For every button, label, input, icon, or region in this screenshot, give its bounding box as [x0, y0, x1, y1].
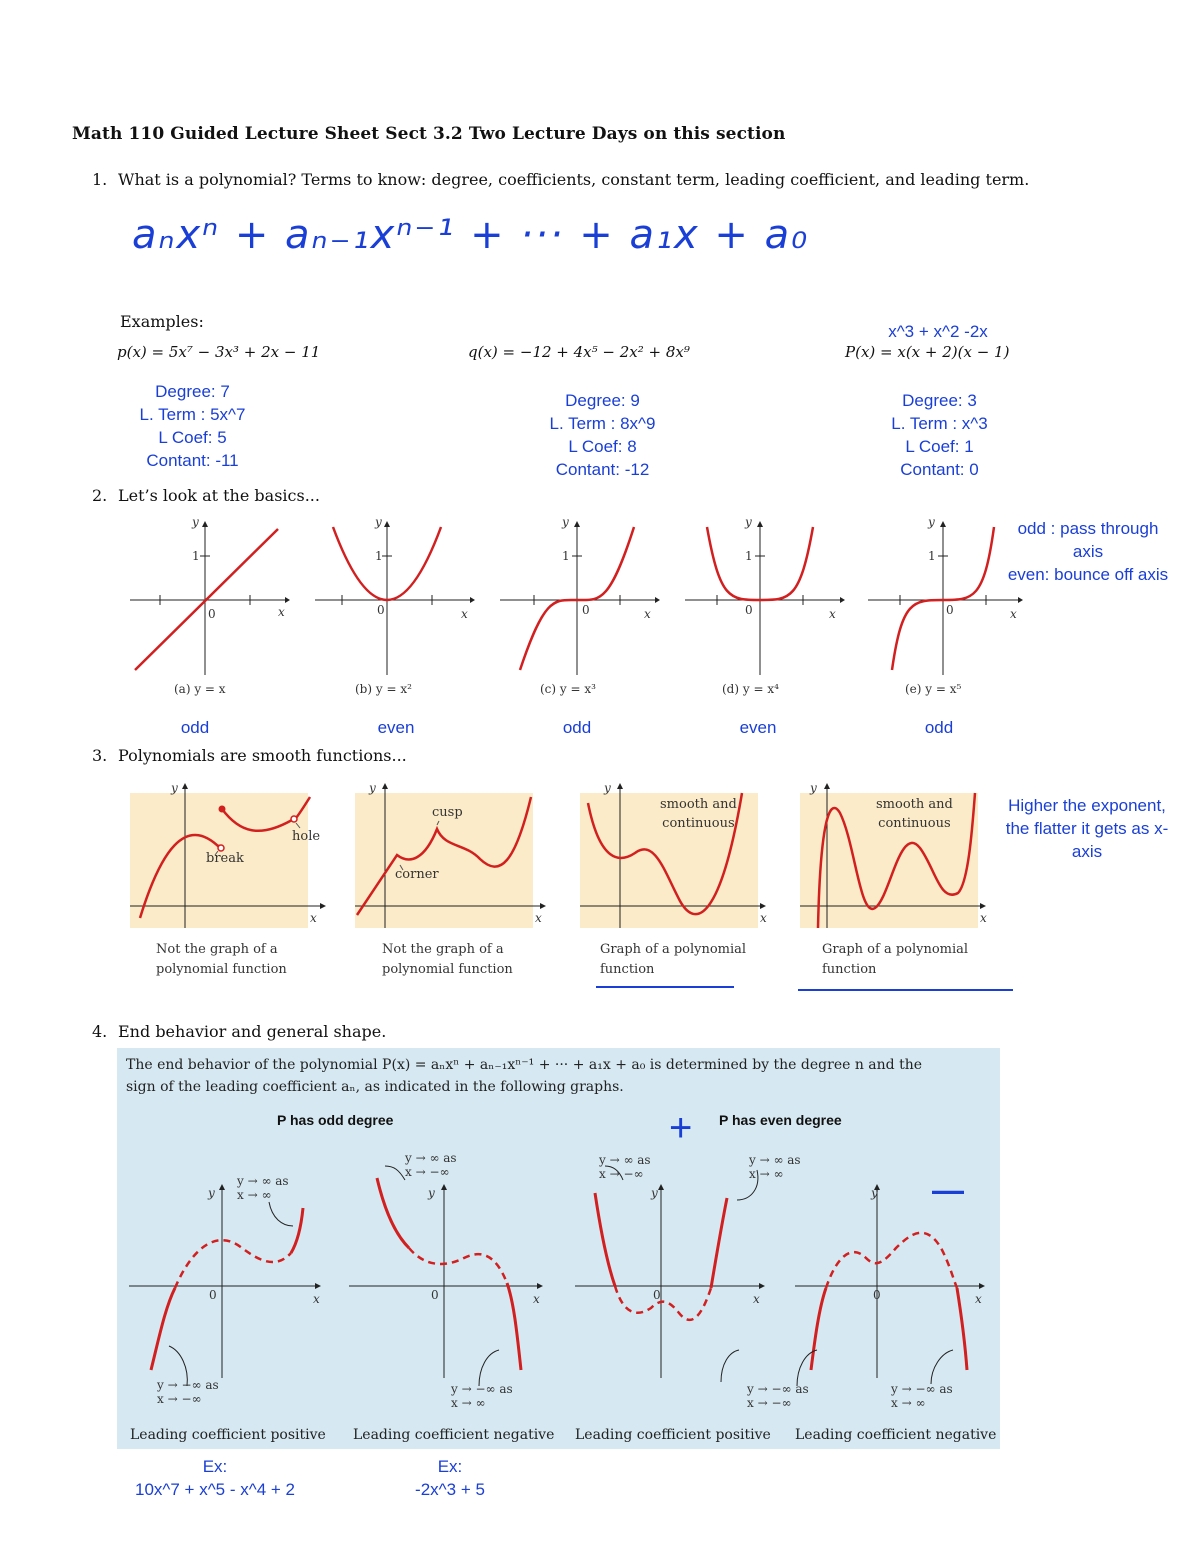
- smooth-label-line-2: continuous: [878, 816, 951, 831]
- question-2: [92, 486, 320, 505]
- graph-y-equals-x-cubed: [500, 515, 660, 675]
- axis-x-label: x: [975, 1292, 982, 1306]
- end-note-line: x → −∞: [599, 1167, 644, 1181]
- end-note-line: y → ∞ as: [599, 1153, 651, 1167]
- end-behavior-box: [117, 1048, 1000, 1449]
- example-label: Ex:: [437, 1457, 463, 1476]
- origin-label: 0: [209, 1288, 217, 1302]
- underline-mark: [798, 989, 1013, 991]
- handwritten-general-form: aₙxⁿ + aₙ₋₁xⁿ⁻¹ + ··· + a₁x + a₀: [132, 212, 810, 258]
- axis-y-label: y: [562, 515, 569, 529]
- end-note-line: x → ∞: [451, 1396, 486, 1410]
- caption-line-2: function: [600, 962, 655, 977]
- even-note: even: bounce off axis: [1007, 565, 1169, 584]
- odd-degree-heading: P has odd degree: [277, 1112, 394, 1128]
- smooth-label-line-1: smooth and: [660, 797, 737, 812]
- constant-note: Contant: -11: [146, 451, 239, 470]
- origin-label: 0: [745, 603, 753, 617]
- graph-svg: [315, 515, 475, 675]
- origin-label: 0: [946, 603, 954, 617]
- leading-coef-note: L Coef: 1: [905, 437, 974, 456]
- leading-term-note: L. Term : 5x^7: [139, 405, 246, 424]
- side-note-parity: [1003, 517, 1173, 586]
- graph-svg: [685, 515, 845, 675]
- end-note-line: y → −∞ as: [747, 1382, 809, 1396]
- question-text: Polynomials are smooth functions...: [118, 746, 407, 765]
- question-3: [92, 746, 407, 765]
- parity-note: even: [377, 718, 415, 737]
- axis-x-label: x: [753, 1292, 760, 1306]
- origin-label: 0: [653, 1288, 661, 1302]
- graph-caption: (e) y = x⁵: [905, 682, 962, 696]
- degree-note: Degree: 3: [902, 391, 977, 410]
- end-note-line: y → ∞ as: [749, 1153, 801, 1167]
- graph-caption: (d) y = x⁴: [722, 682, 779, 696]
- panel-caption: [600, 940, 746, 980]
- end-note-line: y → −∞ as: [891, 1382, 953, 1396]
- axis-x-label: x: [310, 911, 317, 925]
- axis-x-label: x: [1010, 607, 1017, 621]
- question-text: Let’s look at the basics...: [118, 486, 320, 505]
- leading-term-note: L. Term : x^3: [891, 414, 988, 433]
- graph-y-equals-x-fourth: [685, 515, 845, 675]
- end-note-bottom-left: [747, 1382, 809, 1410]
- axis-y-label: y: [810, 781, 817, 795]
- axis-x-label: x: [313, 1292, 320, 1306]
- question-number: 1.: [92, 170, 108, 189]
- panel-caption: [156, 940, 287, 980]
- axis-y-label: y: [192, 515, 199, 529]
- end-note-line: x → −∞: [747, 1396, 792, 1410]
- axis-y-label: y: [745, 515, 752, 529]
- axis-x-label: x: [535, 911, 542, 925]
- example-p-notes: [110, 380, 275, 472]
- hole-label: hole: [292, 829, 321, 844]
- expanded-form-note: x^3 + x^2 -2x: [888, 322, 988, 341]
- axis-y-label: y: [928, 515, 935, 529]
- question-4: [92, 1022, 386, 1041]
- end-note-top: [405, 1151, 457, 1179]
- caption-line-2: polynomial function: [156, 962, 287, 977]
- parity-note: odd: [562, 718, 592, 737]
- panel-smooth-2: [800, 781, 987, 928]
- end-note-line: x → ∞: [237, 1188, 272, 1202]
- origin-label: 0: [208, 607, 216, 621]
- leading-coef-note: L Coef: 5: [158, 428, 227, 447]
- axis-y-label: y: [208, 1186, 215, 1200]
- graph-svg: [130, 515, 290, 675]
- end-note-line: x → ∞: [749, 1167, 784, 1181]
- graph-svg: [500, 515, 660, 675]
- caption-line-2: function: [822, 962, 877, 977]
- constant-note: Contant: 0: [900, 460, 979, 479]
- example-P-notes: [857, 389, 1022, 481]
- box-text-line-1: The end behavior of the polynomial P(x) = aₙxⁿ + aₙ₋₁xⁿ⁻¹ + ··· + a₁x + a₀ is determined by the degree n and the: [126, 1057, 923, 1073]
- smooth-label-line-2: continuous: [662, 816, 735, 831]
- question-number: 3.: [92, 746, 108, 765]
- tick-one-label: 1: [562, 549, 570, 563]
- tick-one-label: 1: [192, 549, 200, 563]
- axis-y-label: y: [375, 515, 382, 529]
- end-note-bottom: [891, 1382, 953, 1410]
- graph-y-equals-x: [130, 515, 290, 675]
- underline-mark: [596, 986, 734, 988]
- caption-line-2: polynomial function: [382, 962, 513, 977]
- even-degree-heading: P has even degree: [719, 1112, 842, 1128]
- axis-x-label: x: [760, 911, 767, 925]
- graph-caption: (a) y = x: [174, 682, 226, 696]
- parity-note: odd: [924, 718, 954, 737]
- leading-coef-note: L Coef: 8: [568, 437, 637, 456]
- example-value: -2x^3 + 5: [415, 1480, 485, 1499]
- graph-y-equals-x-squared: [315, 515, 475, 675]
- example-q-formula: q(x) = −12 + 4x⁵ − 2x² + 8x⁹: [468, 343, 690, 361]
- axis-x-label: x: [278, 605, 285, 619]
- smooth-label: [660, 795, 737, 833]
- axis-y-label: y: [651, 1186, 658, 1200]
- odd-note: odd : pass through axis: [1017, 519, 1159, 561]
- origin-label: 0: [582, 603, 590, 617]
- question-1: [92, 170, 1029, 189]
- axis-x-label: x: [533, 1292, 540, 1306]
- axis-x-label: x: [829, 607, 836, 621]
- plus-mark: +: [669, 1106, 693, 1150]
- graph-caption: (b) y = x²: [355, 682, 412, 696]
- panel-break-hole: [130, 781, 321, 928]
- end-graph-even-negative: [781, 1148, 1001, 1398]
- end-note-top: [599, 1153, 651, 1181]
- smooth-label-line-1: smooth and: [876, 797, 953, 812]
- end-note-line: y → −∞ as: [157, 1378, 219, 1392]
- end-caption: Leading coefficient negative: [353, 1427, 555, 1443]
- end-note-line: y → ∞ as: [405, 1151, 457, 1165]
- minus-mark: —: [932, 1172, 964, 1208]
- side-note-exponent: Higher the exponent, the flatter it gets as x-axis: [1005, 796, 1169, 861]
- end-graph-odd-negative: [339, 1148, 559, 1398]
- axis-y-label: y: [604, 781, 611, 795]
- example-P-formula: P(x) = x(x + 2)(x − 1): [845, 343, 1010, 361]
- smooth-label: [876, 795, 953, 833]
- axis-y-label: y: [171, 781, 178, 795]
- caption-line-1: Graph of a polynomial: [822, 942, 969, 957]
- end-note-line: x → ∞: [891, 1396, 926, 1410]
- end-caption: Leading coefficient positive: [575, 1427, 771, 1443]
- axis-x-label: x: [644, 607, 651, 621]
- box-text-line-2: sign of the leading coefficient aₙ, as indicated in the following graphs.: [126, 1079, 624, 1095]
- end-note-line: y → −∞ as: [451, 1382, 513, 1396]
- example-p-formula: p(x) = 5x⁷ − 3x³ + 2x − 11: [117, 343, 321, 361]
- origin-label: 0: [873, 1288, 881, 1302]
- tick-one-label: 1: [928, 549, 936, 563]
- corner-label: corner: [395, 867, 439, 882]
- degree-note: Degree: 7: [155, 382, 230, 401]
- panel-caption: [382, 940, 513, 980]
- tick-one-label: 1: [375, 549, 383, 563]
- end-note-line: y → ∞ as: [237, 1174, 289, 1188]
- end-graph-odd-positive: [117, 1148, 337, 1398]
- example-odd-positive: [120, 1455, 310, 1501]
- axis-x-label: x: [980, 911, 987, 925]
- end-note-top: [237, 1174, 289, 1202]
- question-text: End behavior and general shape.: [118, 1022, 387, 1041]
- panel-cusp-corner: [355, 781, 542, 928]
- examples-label: Examples:: [120, 312, 204, 331]
- example-q-notes: [520, 389, 685, 481]
- panel-caption: [822, 940, 968, 980]
- axis-y-label: y: [428, 1186, 435, 1200]
- example-label: Ex:: [202, 1457, 228, 1476]
- question-text: What is a polynomial? Terms to know: degree, coefficients, constant term, leading coefficient, and leading term.: [118, 170, 1030, 189]
- cusp-label: cusp: [432, 805, 463, 820]
- leading-term-note: L. Term : 8x^9: [549, 414, 656, 433]
- example-odd-negative: [395, 1455, 505, 1501]
- origin-label: 0: [377, 603, 385, 617]
- end-note-bottom: [157, 1378, 219, 1406]
- end-note-bottom: [451, 1382, 513, 1410]
- axis-x-label: x: [461, 607, 468, 621]
- question-number: 4.: [92, 1022, 108, 1041]
- example-value: 10x^7 + x^5 - x^4 + 2: [134, 1480, 295, 1499]
- tick-one-label: 1: [745, 549, 753, 563]
- caption-line-1: Not the graph of a: [382, 942, 504, 957]
- degree-note: Degree: 9: [565, 391, 640, 410]
- end-caption: Leading coefficient positive: [130, 1427, 326, 1443]
- origin-label: 0: [431, 1288, 439, 1302]
- panel-smooth-1: [580, 781, 767, 928]
- end-graph-even-positive: [561, 1148, 781, 1398]
- end-caption: Leading coefficient negative: [795, 1427, 997, 1443]
- caption-line-1: Graph of a polynomial: [600, 942, 747, 957]
- parity-note: odd: [180, 718, 210, 737]
- end-note-line: x → −∞: [157, 1392, 202, 1406]
- axis-y-label: y: [871, 1186, 878, 1200]
- question-number: 2.: [92, 486, 108, 505]
- constant-note: Contant: -12: [555, 460, 650, 479]
- break-label: break: [206, 851, 244, 866]
- graph-caption: (c) y = x³: [540, 682, 596, 696]
- end-note-line: x → −∞: [405, 1165, 450, 1179]
- page-title: Math 110 Guided Lecture Sheet Sect 3.2 Two Lecture Days on this section: [72, 124, 786, 144]
- parity-note: even: [739, 718, 777, 737]
- axis-y-label: y: [369, 781, 376, 795]
- caption-line-1: Not the graph of a: [156, 942, 278, 957]
